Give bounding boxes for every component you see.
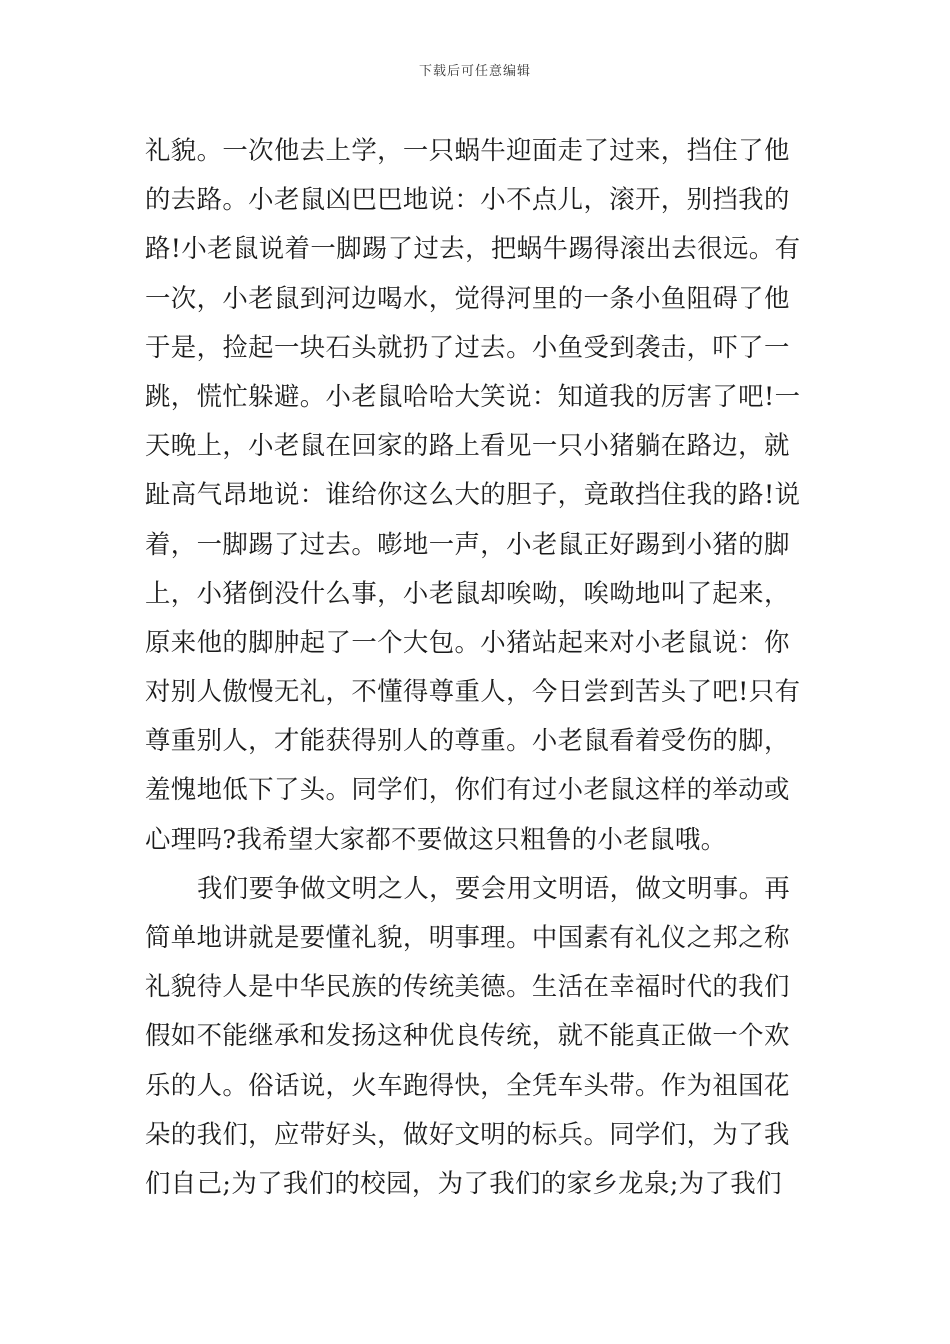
text-line: 跳，慌忙躲避。小老鼠哈哈大笑说：知道我的厉害了吧!一 — [145, 380, 801, 411]
text-line: 朵的我们，应带好头，做好文明的标兵。同学们，为了我 — [145, 1118, 790, 1149]
text-line: 礼貌待人是中华民族的传统美德。生活在幸福时代的我们 — [145, 971, 790, 1002]
text-line: 羞愧地低下了头。同学们，你们有过小老鼠这样的举动或 — [145, 774, 790, 805]
text-line: 原来他的脚肿起了一个大包。小猪站起来对小老鼠说：你 — [145, 626, 790, 657]
document-body — [145, 126, 815, 1208]
text-line: 假如不能继承和发扬这种优良传统，就不能真正做一个欢 — [145, 1020, 790, 1051]
text-line: 上，小猪倒没什么事，小老鼠却唉呦，唉呦地叫了起来， — [145, 577, 790, 608]
text-line: 们自己;为了我们的校园，为了我们的家乡龙泉;为了我们 — [145, 1167, 782, 1198]
text-line: 天晚上，小老鼠在回家的路上看见一只小猪躺在路边，就 — [145, 430, 790, 461]
text-line: 着，一脚踢了过去。嘭地一声，小老鼠正好踢到小猪的脚 — [145, 528, 790, 559]
text-line: 我们要争做文明之人，要会用文明语，做文明事。再 — [197, 872, 791, 903]
text-line: 尊重别人，才能获得别人的尊重。小老鼠看着受伤的脚， — [145, 725, 790, 756]
text-line: 趾高气昂地说：谁给你这么大的胆子，竟敢挡住我的路!说 — [145, 479, 801, 510]
text-line: 礼貌。一次他去上学，一只蜗牛迎面走了过来，挡住了他 — [145, 135, 790, 165]
text-line: 一次，小老鼠到河边喝水，觉得河里的一条小鱼阻碍了他 — [145, 282, 790, 313]
text-line: 简单地讲就是要懂礼貌，明事理。中国素有礼仪之邦之称 — [145, 922, 790, 952]
text-line: 的去路。小老鼠凶巴巴地说：小不点儿，滚开，别挡我的 — [145, 184, 790, 215]
text-line: 于是，捡起一块石头就扔了过去。小鱼受到袭击，吓了一 — [145, 331, 790, 362]
text-line: 对别人傲慢无礼，不懂得尊重人，今日尝到苦头了吧!只有 — [145, 676, 801, 707]
text-line: 心理吗?我希望大家都不要做这只粗鲁的小老鼠哦。 — [145, 823, 727, 854]
text-line: 乐的人。俗话说，火车跑得快，全凭车头带。作为祖国花 — [145, 1069, 790, 1100]
page-header: 下载后可任意编辑 — [418, 64, 531, 79]
text-line: 路!小老鼠说着一脚踢了过去，把蜗牛踢得滚出去很远。有 — [145, 233, 801, 264]
